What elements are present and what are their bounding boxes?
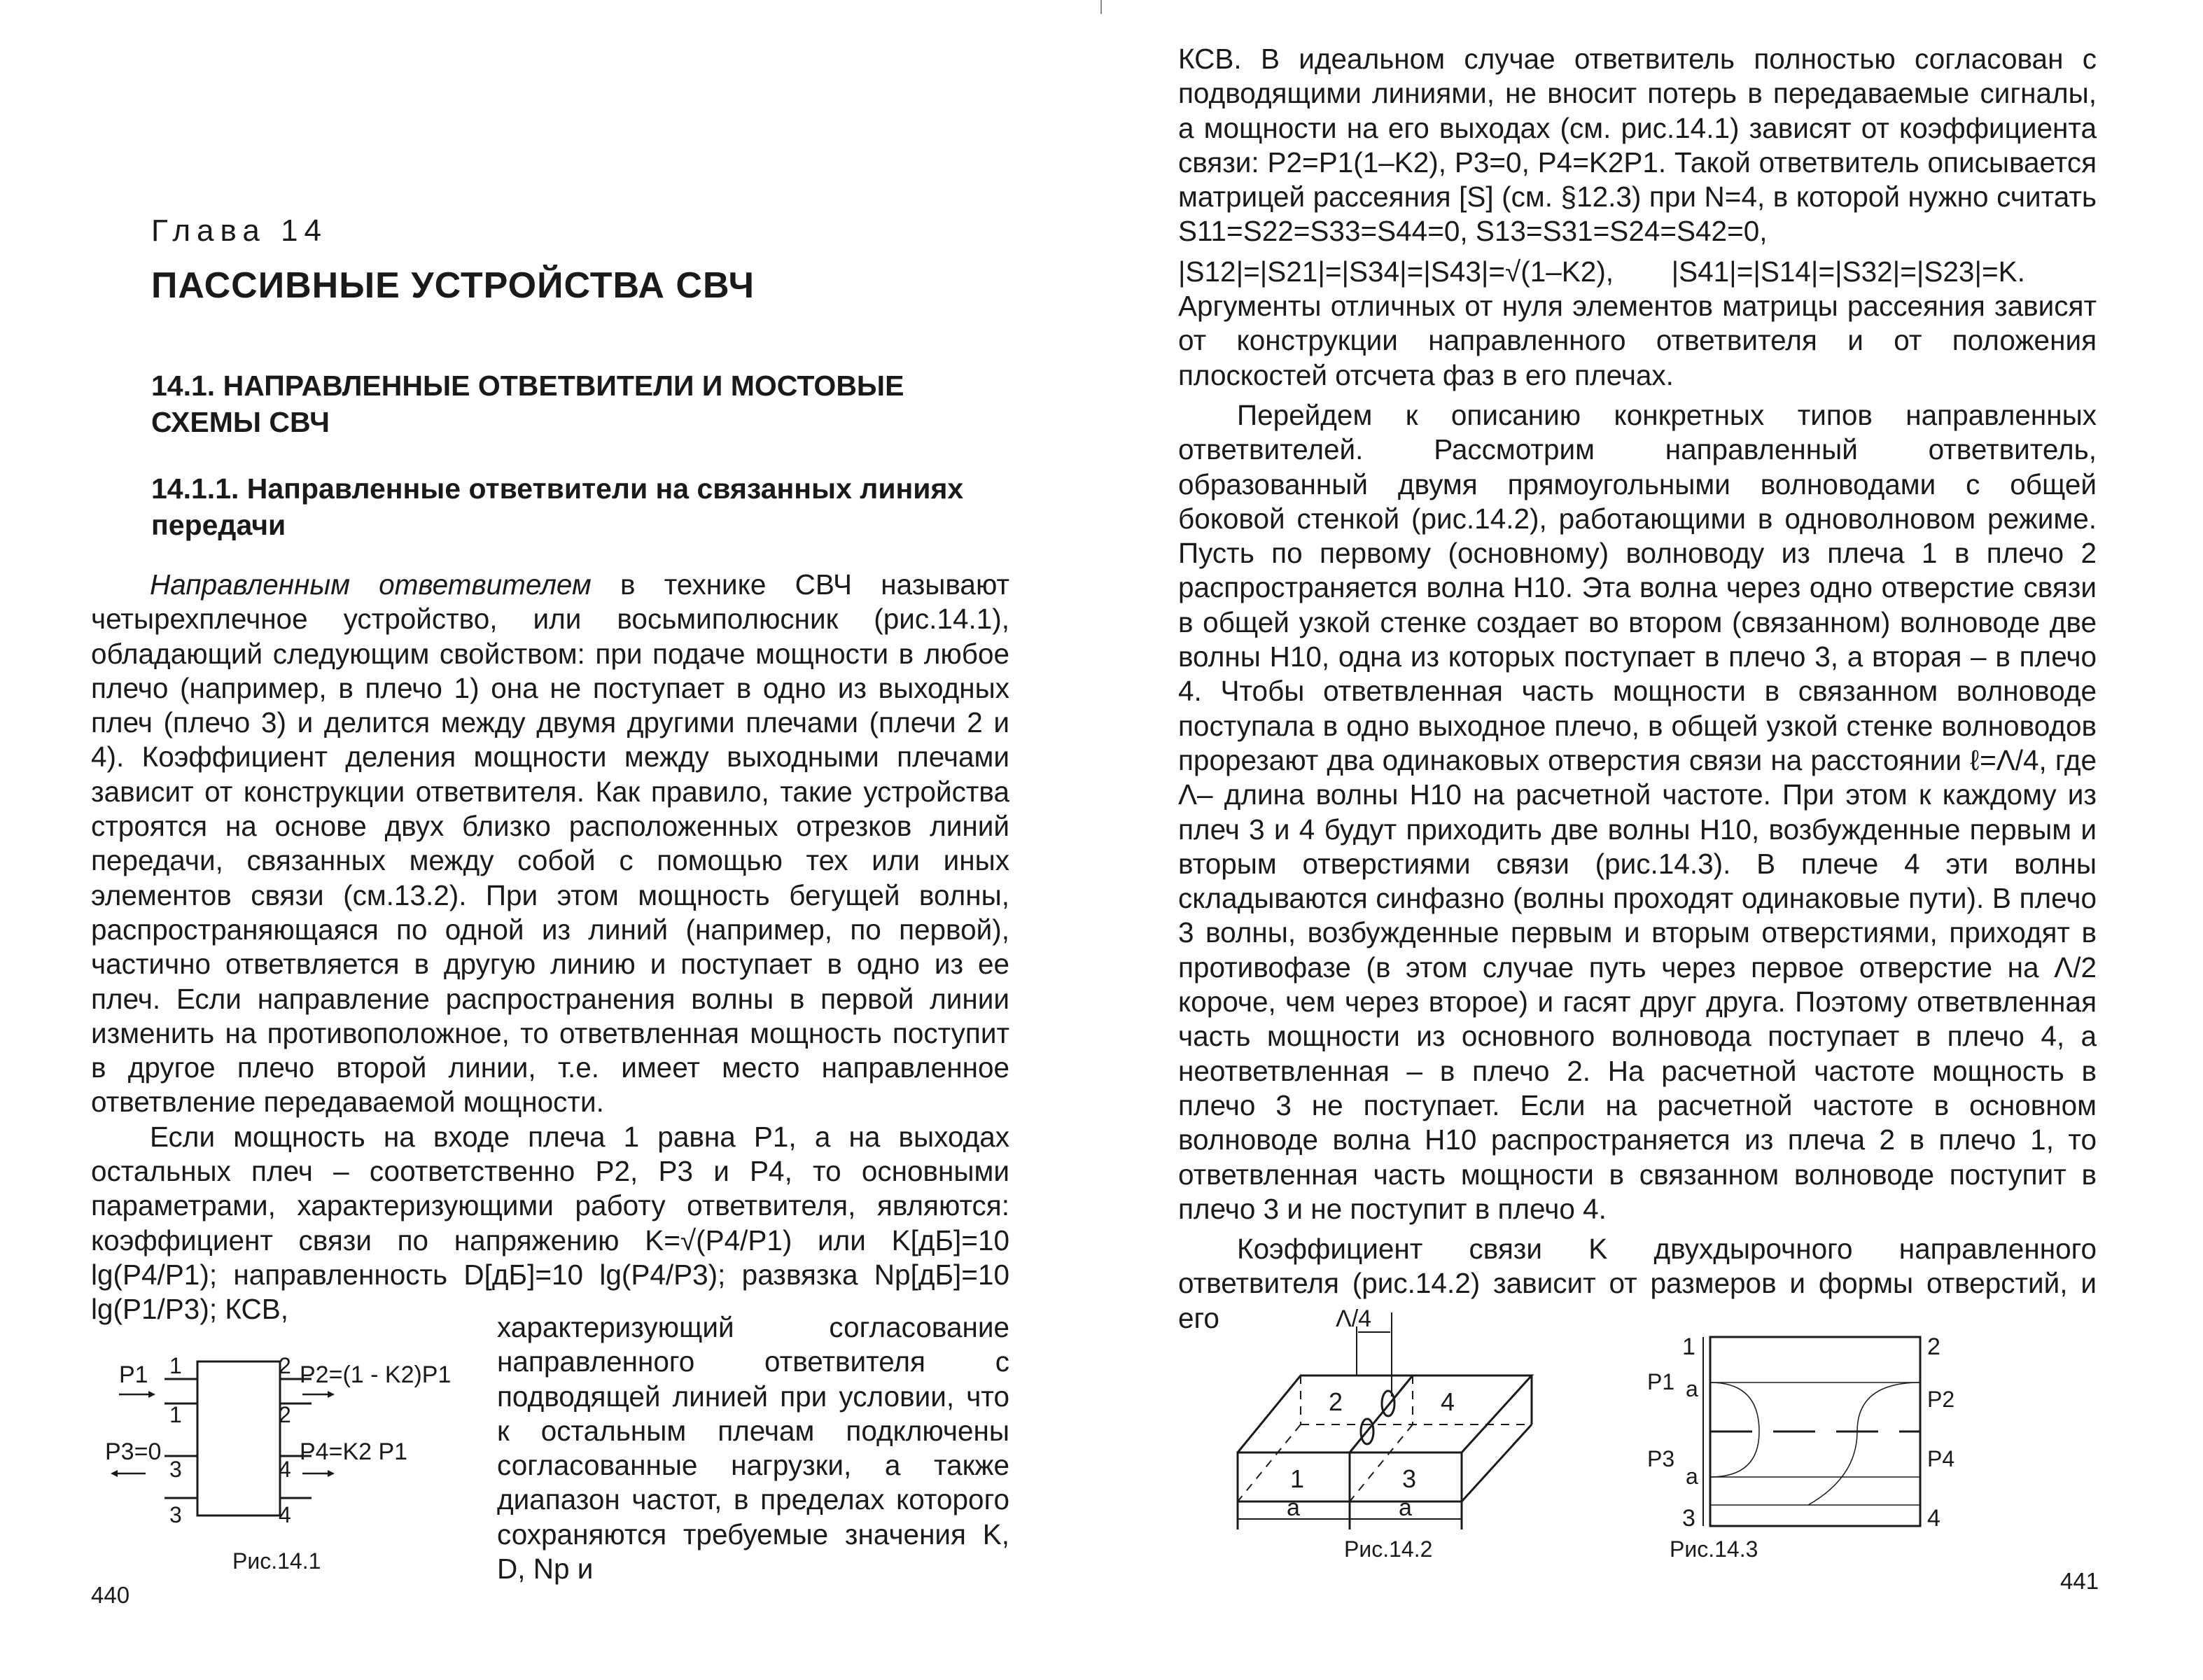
left-page-number: 440: [91, 1582, 130, 1608]
left-paragraph-1-text: в технике СВЧ называют четырехплечное устройство, или восьмиполюсник (рис.14.1), обладающий следующим свойством: при подаче мощности в любое плечо (например, в плечо 1) она не поступает в одно из выходных плеч (плечо 3) и делится между двумя другими плечами (плечи 2 и 4). Коэффициент деления мощности между выходными плечами зависит от конструкции ответвителя. Как правило, такие устройства строятся на основе двух близко расположенных отрезков линий передачи, связанных между собой с помощью тех или иных элементов связи (см.13.2). При этом мощность бегущей волны, распространяющаяся по одной из линий (например, по первой), частично ответвляется в другую линию и поступает в одно из ее плеч. Если направление распространения волны в первой линии изменить на противоположное, то ответвленная мощность поступит в другое плечо второй линии, т.е. имеет место направленное ответвление передаваемой мощности.: [91, 568, 1009, 1119]
fig1-label-p4: P4=K2 P1: [300, 1438, 408, 1465]
figure-14-3: [1647, 1326, 1955, 1536]
coupler-box: [197, 1362, 280, 1516]
svg-text:2: 2: [279, 1353, 291, 1378]
svg-text:a: a: [1686, 1464, 1698, 1489]
fig1-caption: Рис.14.1: [232, 1548, 321, 1574]
fig1-label-p1: P1: [119, 1362, 148, 1388]
right-page-number: 441: [2060, 1568, 2099, 1594]
section-title: 14.1. НАПРАВЛЕННЫЕ ОТВЕТВИТЕЛИ И МОСТОВЫЕ СХЕМЫ СВЧ: [151, 370, 904, 438]
svg-text:a: a: [1399, 1494, 1412, 1521]
svg-text:4: 4: [1441, 1387, 1455, 1416]
left-paragraph-1: [91, 568, 1009, 1327]
chapter-title: ПАССИВНЫЕ УСТРОЙСТВА СВЧ: [151, 265, 755, 306]
svg-text:4: 4: [279, 1457, 291, 1482]
fig3-label-p4: P4: [1927, 1446, 1955, 1471]
svg-text:1: 1: [1290, 1464, 1305, 1493]
svg-text:a: a: [1287, 1494, 1300, 1521]
subsection-title: 14.1.1. Направленные ответвители на связанных линиях передачи: [151, 472, 964, 541]
svg-text:1: 1: [1682, 1334, 1695, 1360]
svg-text:1: 1: [169, 1402, 182, 1427]
svg-text:3: 3: [1402, 1464, 1417, 1493]
chapter-label: Глава 14: [151, 214, 328, 248]
figure-14-1: [105, 1330, 497, 1561]
svg-text:3: 3: [169, 1502, 182, 1527]
term-directional-coupler: Направленным ответвителем: [150, 568, 592, 601]
scattering-matrix-line: [1178, 255, 2097, 289]
matrix-part-a: |S12|=|S21|=|S34|=|S43|=√(1–K2),: [1178, 255, 1614, 288]
right-page: [1101, 0, 2203, 1680]
fig3-label-p2: P2: [1927, 1387, 1955, 1412]
left-page: [0, 0, 1101, 1680]
coupling-hole-2: [1382, 1391, 1394, 1416]
svg-text:2: 2: [279, 1402, 291, 1427]
right-paragraph-1: КСВ. В идеальном случае ответвитель полностью согласован с подводящими линиями, не вносит потерь в передаваемые сигналы, а мощности на его выходах (см. рис.14.1) зависят от коэффициента связи: P2=P1(1–K2), P3=0, P4=K2P1. Такой ответвитель описывается матрицей рассеяния [S] (см. §12.3) при N=4, в которой нужно считать S11=S22=S33=S44=0, S13=S31=S24=S42=0, |S12|=|S21|=|S34|=|S43|=√(1–K2), |S41|=|S14|=|S32|=|S23|=K. Аргументы отличных от нуля элементов матрицы рассеяния зависят от конструкции направленного ответвителя и от положения плоскостей отсчета фаз в его плечах. Перейдем к описанию конкретных типов направленных ответвителей. Рассмотрим направленный ответвитель, образованный двумя прямоугольными волноводами с общей боковой стенкой (рис.14.2), работающими в одноволновом режиме. Пусть по первому (основному) волноводу из плеча 1 в плечо 2 распространяется волна H10. Эта волна через одно отверстие связи в общей узкой стенке создает во втором (связанном) волноводе две волны H10, одна из которых поступает в плечо 3, а вторая – в плечо 4. Чтобы ответвленная часть мощности в связанном волноводе поступала в одно выходное плечо, в общей узкой стенке волноводов прорезают два одинаковых отверстия связи на расстоянии ℓ=Λ/4, где Λ– длина волны H10 на расчетной частоте. При этом к каждому из плеч 3 и 4 будут приходить две волны H10, возбужденные первым и вторым отверстиями связи (рис.14.3). В плече 4 эти волны складываются синфазно (волны проходят одинаковые пути). В плечо 3 волны, возбужденные первым и вторым отверстиями, приходят в противофазе (в этом случае путь через первое отверстие на Λ/2 короче, чем через второе) и гасят друг друга. Поэтому ответвленная часть мощности из основного волновода поступает в плечо 4, а неответвленная – в плечо 2. На расчетной частоте мощность в плечо 3 не поступает. Если на расчетной частоте в основном волноводе волна H10 распространяется из плеча 2 в плечо 1, то ответвленная часть мощности в связанном волноводе поступит в плечо 3 и не поступит в плечо 4. Коэффициент связи K двухдырочного направленного ответвителя (рис.14.2) зависит от размеров и формы отверстий, и его: [1178, 42, 2097, 1336]
fig3-caption: Рис.14.3: [1670, 1536, 1758, 1562]
svg-text:3: 3: [169, 1457, 182, 1482]
svg-text:4: 4: [1927, 1505, 1940, 1532]
figure-14-2: [1224, 1306, 1595, 1544]
svg-text:3: 3: [1682, 1505, 1695, 1532]
right-paragraph-3: Коэффициент связи K двухдырочного направленного ответвителя (рис.14.2) зависит от размеров и формы отверстий, и его: [1178, 1233, 2097, 1334]
fig2-lambda: Λ/4: [1336, 1306, 1372, 1332]
right-paragraph-2: Перейдем к описанию конкретных типов направленных ответвителей. Рассмотрим направленный ответвитель, образованный двумя прямоугольными волноводами с общей боковой стенкой (рис.14.2), работающими в одноволновом режиме. Пусть по первому (основному) волноводу из плеча 1 в плечо 2 распространяется волна H10. Эта волна через одно отверстие связи в общей узкой стенке создает во втором (связанном) волноводе две волны H10, одна из которых поступает в плечо 3, а вторая – в плечо 4. Чтобы ответвленная часть мощности в связанном волноводе поступала в одно выходное плечо, в общей узкой стенке волноводов прорезают два одинаковых отверстия связи на расстоянии ℓ=Λ/4, где Λ– длина волны H10 на расчетной частоте. При этом к каждому из плеч 3 и 4 будут приходить две волны H10, возбужденные первым и вторым отверстиями связи (рис.14.3). В плече 4 эти волны складываются синфазно (волны проходят одинаковые пути). В плечо 3 волны, возбужденные первым и вторым отверстиями, приходят в противофазе (в этом случае путь через первое отверстие на Λ/2 короче, чем через второе) и гасят друг друга. Поэтому ответвленная часть мощности из основного волновода поступает в плечо 4, а неответвленная – в плечо 2. На расчетной частоте мощность в плечо 3 не поступает. Если на расчетной частоте в основном волноводе волна H10 распространяется из плеча 2 в плечо 1, то ответвленная часть мощности в связанном волноводе поступит в плечо 3 и не поступит в плечо 4.: [1178, 398, 2097, 1225]
svg-text:a: a: [1686, 1376, 1698, 1401]
fig1-label-p2: P2=(1 - K2)P1: [300, 1362, 452, 1388]
svg-text:2: 2: [1927, 1334, 1940, 1360]
svg-text:1: 1: [169, 1353, 182, 1378]
svg-text:2: 2: [1329, 1387, 1343, 1416]
fig3-label-p3: P3: [1647, 1446, 1675, 1471]
fig3-label-p1: P1: [1647, 1369, 1675, 1394]
left-paragraph-2: Если мощность на входе плеча 1 равна P1, а на выходах остальных плеч – соответственно P2, P3 и P4, то основными параметрами, характеризующими работу ответвителя, являются: коэффициент связи по напряжению K=√(P4/P1) или K[дБ]=10 lg(P4/P1); направленность D[дБ]=10 lg(P4/P3); развязка Nр[дБ]=10 lg(P1/P3); КСВ,: [91, 1120, 1009, 1326]
matrix-part-b: |S41|=|S14|=|S32|=|S23|=K.: [1671, 255, 2025, 288]
fig1-label-p3: P3=0: [105, 1438, 162, 1465]
fig2-caption: Рис.14.2: [1344, 1536, 1433, 1562]
right-paragraph-1-end: Аргументы отличных от нуля элементов матрицы рассеяния зависят от конструкции направленного ответвителя и от положения плоскостей отсчета фаз в его плечах.: [1178, 290, 2097, 391]
svg-text:4: 4: [279, 1502, 291, 1527]
left-paragraph-2-wrap: характеризующий согласование направленного ответвителя с подводящей линией при условии, что к остальным плечам подключены согласованные нагрузки, а также диапазон частот, в пределах которого сохраняются требуемые значения K, D, Nр и: [497, 1311, 1009, 1586]
